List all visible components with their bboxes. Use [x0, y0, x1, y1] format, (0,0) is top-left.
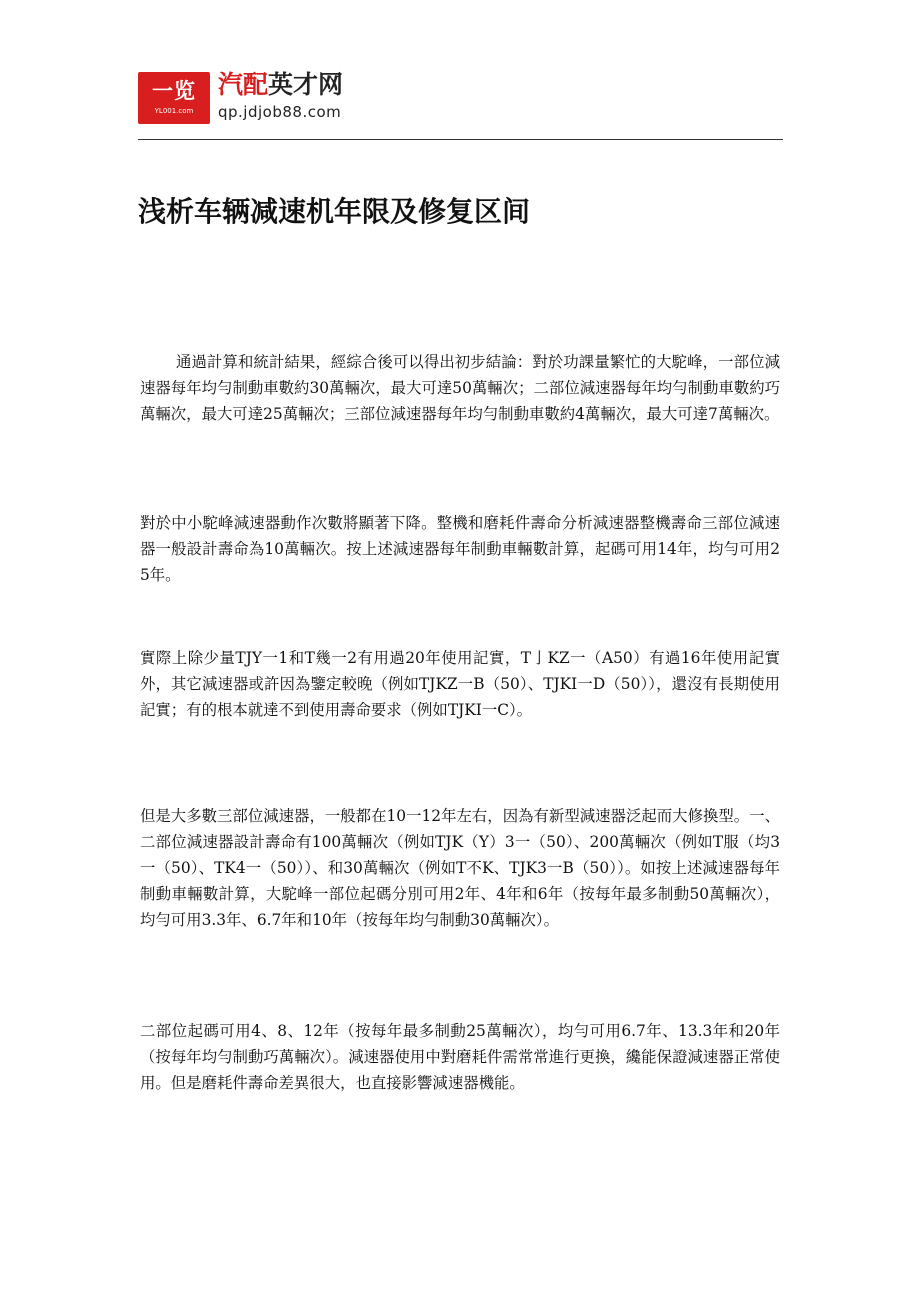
paragraph-4: 但是大多數三部位減速器，一般都在10一12年左右，因為有新型減速器泛起而大修換型。一、二部位減速器設計壽命有100萬輛次（例如TJK（Y）3一（50）、200萬輛次（例如T服（均3一（50）、TK4一（50））、和30萬輛次（例如T不K、TJK3一B（50））。如按上述減速器每年制動車輛數計算，大駝峰一部位起碼分別可用2年、4年和6年（按每年最多制動50萬輛次），均勻可用3.3年、6.7年和10年（按每年均勻制動30萬輛次）。: [140, 807, 780, 929]
logo-main-text: 一览: [152, 79, 196, 103]
paragraph-3: 實際上除少量TJY一1和T幾一2有用過20年使用記實，T亅KZ一（A50）有過16年使用記實外，其它減速器或許因為鑒定較晚（例如TJKZ一B（50）、TJKI一D（50）），還沒有長期使用記實；有的根本就達不到使用壽命要求（例如TJKI一C）。: [140, 649, 780, 719]
paragraph-5: 二部位起碼可用4、8、12年（按每年最多制動25萬輛次），均勻可用6.7年、13.3年和20年（按每年均勻制動巧萬輛次）。減速器使用中對磨耗件需常常進行更換，纔能保證減速器正常使用。但是磨耗件壽命差異很大，也直接影響減速器機能。: [140, 1022, 780, 1092]
brand-name-part2: 英才网: [268, 70, 344, 99]
brand-name: [218, 70, 343, 100]
site-url: qp.jdjob88.com: [218, 103, 342, 121]
logo-sub-text: YL001.com: [154, 107, 194, 115]
brand-name-part1: 汽配: [218, 70, 269, 99]
paragraph-1: 通過計算和統計結果，經綜合後可以得出初步結論：對於功課量繁忙的大駝峰，一部位減速器每年均勻制動車數約30萬輛次，最大可達50萬輛次；二部位減速器每年均勻制動車數約巧萬輛次，最大可達25萬輛次；三部位減速器每年均勻制動車數約4萬輛次，最大可達7萬輛次。: [140, 353, 780, 423]
document-title: 浅析车辆减速机年限及修复区间: [138, 195, 531, 228]
paragraph-2: 對於中小駝峰減速器動作次數將顯著下降。整機和磨耗件壽命分析減速器整機壽命三部位減速器一般設計壽命為10萬輛次。按上述減速器每年制動車輛數計算，起碼可用14年，均勻可用25年。: [140, 514, 780, 584]
header-divider: [138, 139, 783, 140]
site-logo[interactable]: [138, 72, 210, 124]
page-header: [138, 68, 783, 140]
